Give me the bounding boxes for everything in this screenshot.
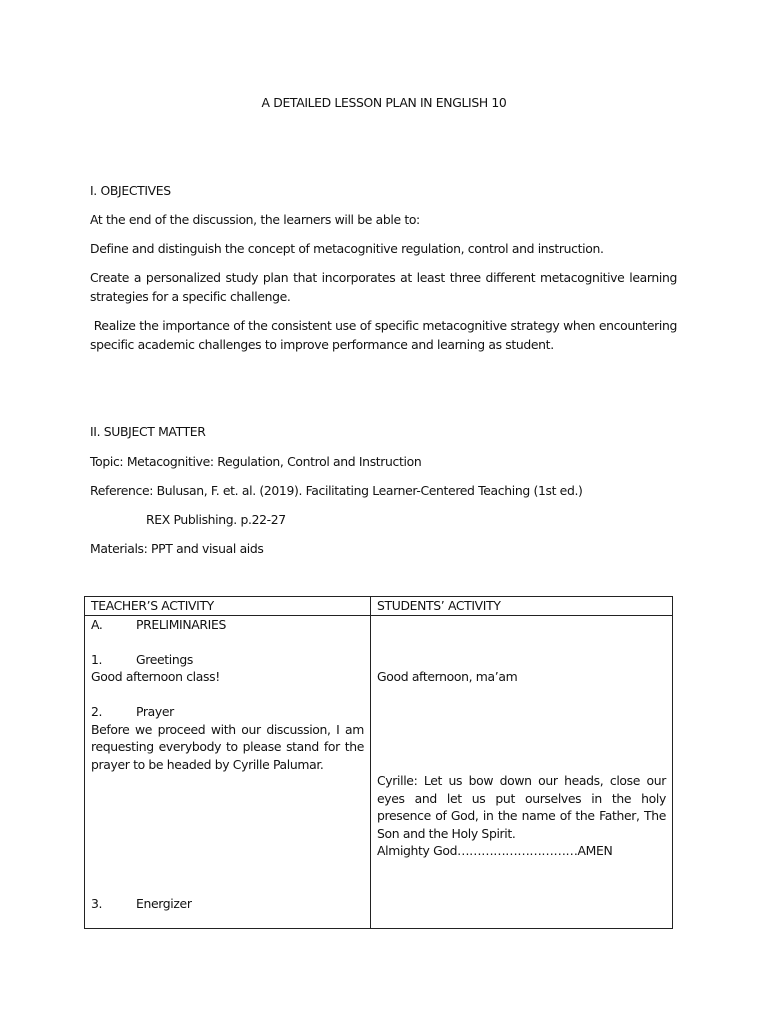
activity-table	[84, 596, 673, 929]
step-prayer: 2. Prayer	[91, 704, 174, 719]
greeting-reply: Good afternoon, ma’am	[377, 668, 518, 684]
table-header-row	[85, 597, 673, 616]
objective-item: Realize the importance of the consistent use of specific metacognitive strategy when encountering specific academic challenges to improve performance and learning as student.	[90, 318, 681, 352]
table-row	[85, 615, 673, 928]
reference-continuation: REX Publishing. p.22-27	[146, 512, 286, 527]
students-activity-header: STUDENTS’ ACTIVITY	[371, 597, 673, 616]
step-greetings: 1. Greetings	[91, 651, 193, 667]
reference-line: Reference: Bulusan, F. et. al. (2019). Facilitating Learner-Centered Teaching (1st ed.)	[90, 483, 583, 498]
step-energizer: 3. Energizer	[91, 896, 192, 911]
teacher-activity-header: TEACHER’S ACTIVITY	[85, 597, 371, 616]
objectives-heading: I. OBJECTIVES	[90, 183, 171, 198]
prayer-text: Cyrille: Let us bow down our heads, close our eyes and let us put ourselves in the holy presence of God, in the name of the Father, The Son and the Holy Spirit.	[377, 773, 666, 841]
prayer-end: Almighty God…………………………AMEN	[377, 843, 613, 858]
document-title: A DETAILED LESSON PLAN IN ENGLISH 10	[261, 95, 507, 110]
students-activity-cell	[371, 615, 673, 928]
prayer-instruction-text: Before we proceed with our discussion, I am requesting everybody to please stand for the prayer to be headed by Cyrille Palumar.	[91, 721, 364, 772]
greeting-text: Good afternoon class!	[91, 669, 220, 684]
objective-item: Create a personalized study plan that incorporates at least three different metacognitive learning strategies for a specific challenge.	[90, 270, 677, 304]
subject-matter-heading: II. SUBJECT MATTER	[90, 424, 206, 439]
teacher-activity-cell	[85, 615, 371, 928]
objectives-intro: At the end of the discussion, the learners will be able to:	[90, 212, 420, 227]
materials-line: Materials: PPT and visual aids	[90, 541, 264, 556]
section-preliminaries: A. PRELIMINARIES	[91, 616, 226, 632]
objective-item: Define and distinguish the concept of metacognitive regulation, control and instruction.	[90, 241, 604, 256]
topic-line: Topic: Metacognitive: Regulation, Control and Instruction	[90, 454, 422, 469]
